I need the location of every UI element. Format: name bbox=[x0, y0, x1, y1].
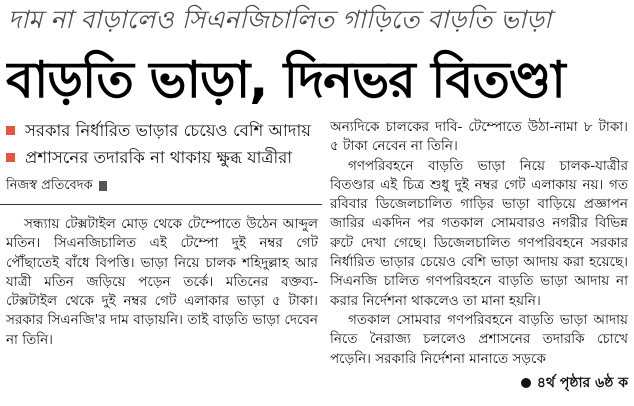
byline-text: নিজস্ব প্রতিবেদক bbox=[6, 178, 93, 193]
highlight-text: সরকার নির্ধারিত ভাড়ার চেয়েও বেশি আদায় bbox=[25, 121, 311, 140]
headline: বাড়তি ভাড়া, দিনভর বিতণ্ডা bbox=[6, 51, 565, 109]
paragraph: সন্ধ্যায় টেক্সটাইল মোড় থেকে টেম্পোতে উঠেন আব্দুল মতিন। সিএনজিচালিত এই টেম্পো দুই নম্বর গেট পৌঁছাতেই বাঁধে বিপত্তি। ভাড়া নিয়ে চালক শহিদুল্লাহ আর যাত্রী মতিন জড়িয়ে পড়েন তর্কে। মতিনের বক্তব্য- টেক্সটাইল থেকে দুই নম্বর গেট এলাকার ভাড়া ৫ টাকা। সরকার সিএনজি'র দাম বাড়ায়নি। তাই বাড়তি ভাড়া দেবেন না তিনি। bbox=[6, 216, 318, 348]
dot-icon bbox=[521, 378, 531, 388]
left-column bbox=[0, 118, 322, 350]
square-bullet-icon bbox=[6, 153, 15, 162]
right-column bbox=[330, 118, 628, 395]
paragraph: অন্যদিকে চালকের দাবি- টেম্পোতে উঠা-নামা ৮ টাকা। ৫ টাকা নেবেন না তিনি। bbox=[330, 119, 628, 155]
article-body-right bbox=[330, 118, 628, 369]
highlight-item bbox=[4, 145, 322, 170]
kicker-line: দাম না বাড়ালেও সিএনজিচালিত গাড়িতে বাড়তি ভাড়া bbox=[8, 5, 552, 34]
highlight-text: প্রশাসনের তদারকি না থাকায় ক্ষুব্ধ যাত্রীরা bbox=[25, 148, 293, 167]
square-marker-icon bbox=[99, 181, 107, 191]
byline bbox=[6, 176, 322, 196]
paragraph: গতকাল সোমবার গণপরিবহনে বাড়তি ভাড়া আদায় নিতে নৈরাজ্য চললেও প্রশাসনের তদারকি চোখে পড়েনি। সরকারি নির্দেশনা মানাতে সড়কে bbox=[330, 311, 628, 367]
paragraph: গণপরিবহনে বাড়তি ভাড়া নিয়ে চালক-যাত্রীর বিতণ্ডার এই চিত্র শুধু দুই নম্বর গেট এলাকায় নয়। গত রবিবার ডিজেলচালিত গাড়ির ভাড়া বাড়িয়ে প্রজ্ঞাপন জারির একদিন পর গতকাল সোমবারও নগরীর বিভিন্ন রুটে দেখা গেছে। ডিজেলচালিত গণপরিবহনে সরকার নির্ধারিত ভাড়ার চেয়েও বেশি ভাড়া আদায় করা হয়েছে। সিএনজি চালিত গণপরিবহনে বাড়তি ভাড়া আদায় না করার নির্দেশনা থাকলেও তা মানা হয়নি। bbox=[330, 157, 628, 309]
continuation-text: ৪র্থ পৃষ্ঠার ৬ষ্ঠ ক bbox=[536, 374, 628, 391]
divider bbox=[0, 204, 322, 205]
continuation-note bbox=[330, 371, 628, 395]
highlight-item bbox=[4, 118, 322, 143]
article-body-left bbox=[0, 215, 322, 350]
square-bullet-icon bbox=[6, 126, 15, 135]
